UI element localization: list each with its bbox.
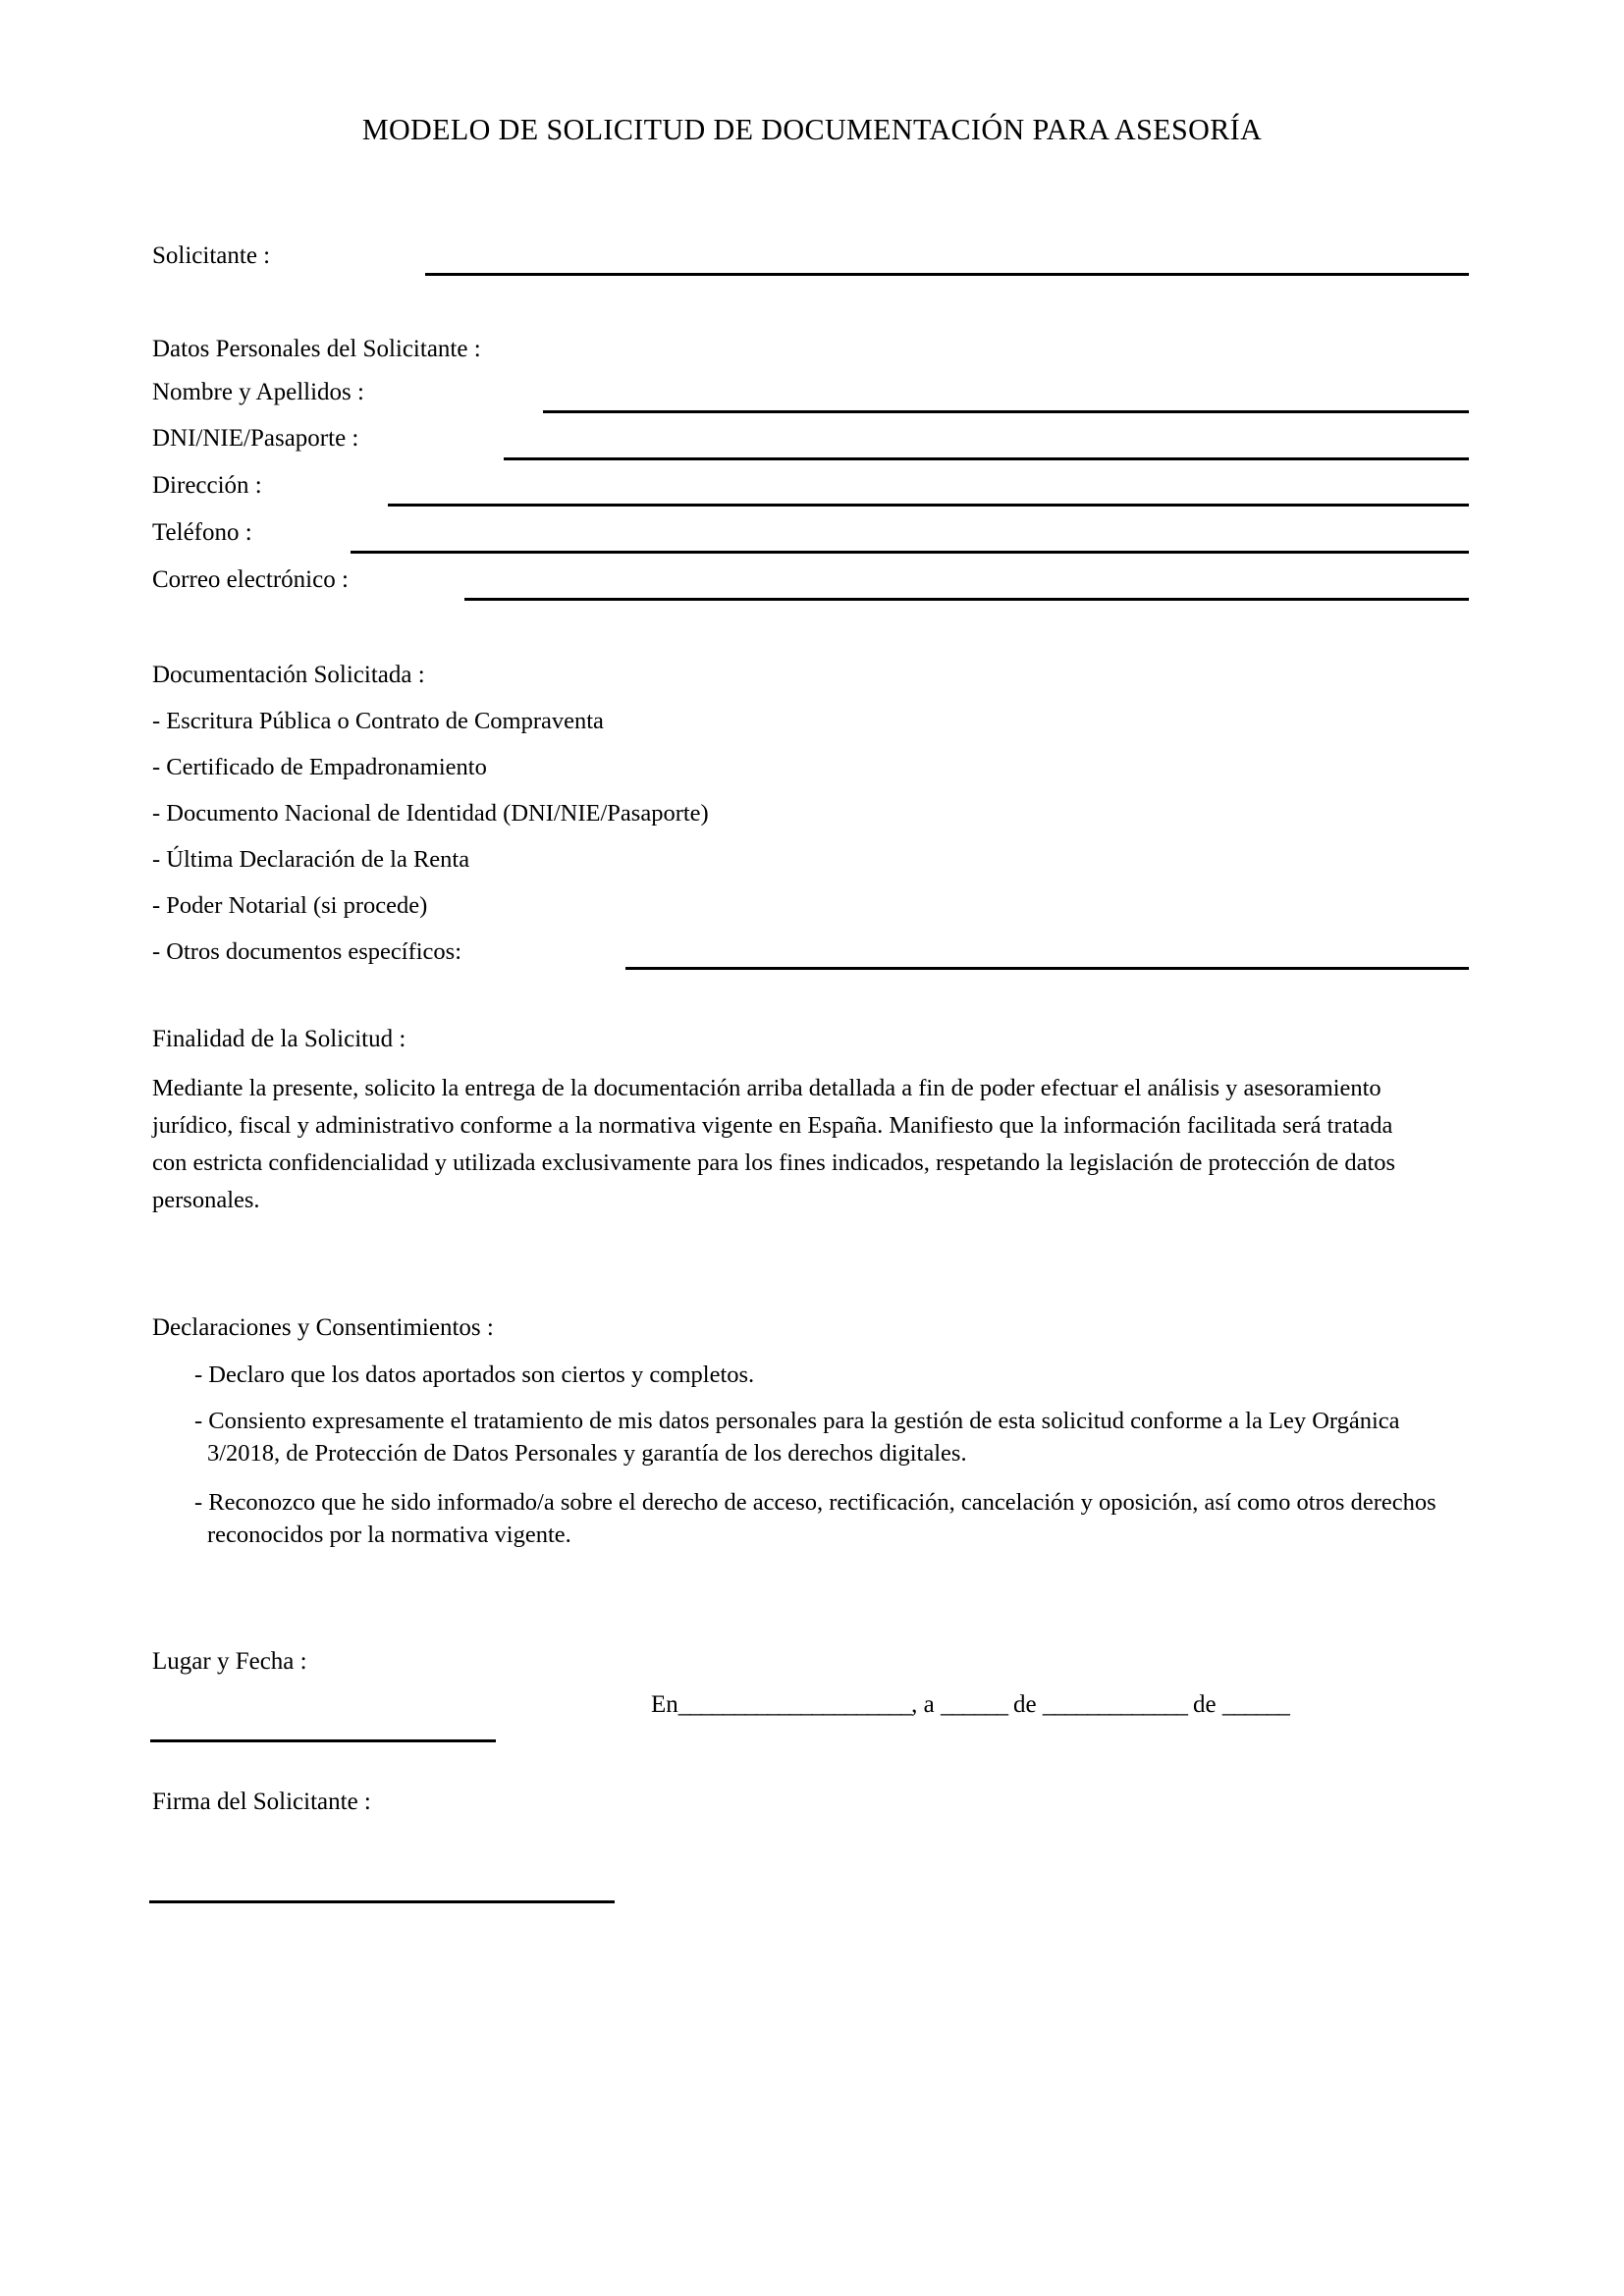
field-label-nombre: Nombre y Apellidos : (152, 379, 364, 405)
other-documents-label: - Otros documentos específicos: (152, 938, 462, 965)
list-item: - Última Declaración de la Renta (152, 846, 470, 873)
date-de-1: de (1013, 1691, 1037, 1718)
list-item: - Consiento expresamente el tratamiento de mis datos personales para la gestión de esta solicitud conforme a la Ley Orgánica 3/2018, de Protección de Datos Personales y garantía de los derechos digitales. (194, 1408, 1400, 1467)
list-item: - Declaro que los datos aportados son ciertos y completos. (194, 1362, 755, 1388)
purpose-body: Mediante la presente, solicito la entrega de la documentación arriba detallada a fin de poder efectuar el análisis y asesoramiento jurídico, fiscal y administrativo conforme a la normativa vigente en España. Manifiesto que la información facilitada será tratada con estricta confidencialidad y utilizada exclusivamente para los fines indicados, respetando la legislación de protección de datos personales. (152, 1075, 1396, 1213)
field-input-line-nombre[interactable] (543, 410, 1469, 413)
applicant-label: Solicitante : (152, 242, 271, 269)
date-separator-a: , a (911, 1691, 935, 1718)
field-input-line-correo[interactable] (464, 598, 1469, 601)
date-prefix-en: En (651, 1691, 678, 1718)
other-documents-input-line[interactable] (625, 967, 1469, 970)
declarations-heading: Declaraciones y Consentimientos : (152, 1314, 494, 1341)
field-label-direccion: Dirección : (152, 472, 262, 499)
requested-documentation-heading: Documentación Solicitada : (152, 662, 425, 688)
date-blank-month[interactable]: _____________ (1042, 1691, 1187, 1718)
field-label-correo: Correo electrónico : (152, 566, 349, 593)
date-blank-place[interactable]: _____________________ (677, 1691, 912, 1718)
field-input-line-dni[interactable] (504, 457, 1469, 460)
date-line[interactable] (651, 1690, 1289, 1720)
list-item: - Escritura Pública o Contrato de Compraventa (152, 708, 604, 734)
date-blank-year[interactable]: ______ (1221, 1691, 1289, 1718)
field-label-dni: DNI/NIE/Pasaporte : (152, 425, 359, 452)
place-input-line[interactable] (150, 1739, 496, 1742)
personal-data-heading: Datos Personales del Solicitante : (152, 336, 481, 362)
list-item: - Certificado de Empadronamiento (152, 754, 487, 780)
signature-heading: Firma del Solicitante : (152, 1789, 371, 1815)
date-de-2: de (1193, 1691, 1217, 1718)
list-item: - Documento Nacional de Identidad (DNI/NIE/Pasaporte) (152, 800, 709, 827)
date-blank-day[interactable]: ______ (940, 1691, 1007, 1718)
field-label-telefono: Teléfono : (152, 519, 252, 546)
page-title: MODELO DE SOLICITUD DE DOCUMENTACIÓN PARA ASESORÍA (361, 112, 1263, 146)
list-item: - Reconozco que he sido informado/a sobre el derecho de acceso, rectificación, cancelación y oposición, así como otros derechos reconocidos por la normativa vigente. (194, 1489, 1436, 1548)
field-input-line-direccion[interactable] (388, 504, 1469, 507)
applicant-input-line[interactable] (425, 273, 1469, 276)
field-input-line-telefono[interactable] (351, 551, 1469, 554)
list-item: - Poder Notarial (si procede) (152, 892, 428, 919)
place-and-date-heading: Lugar y Fecha : (152, 1648, 307, 1675)
signature-input-line[interactable] (149, 1900, 615, 1903)
purpose-heading: Finalidad de la Solicitud : (152, 1026, 406, 1052)
